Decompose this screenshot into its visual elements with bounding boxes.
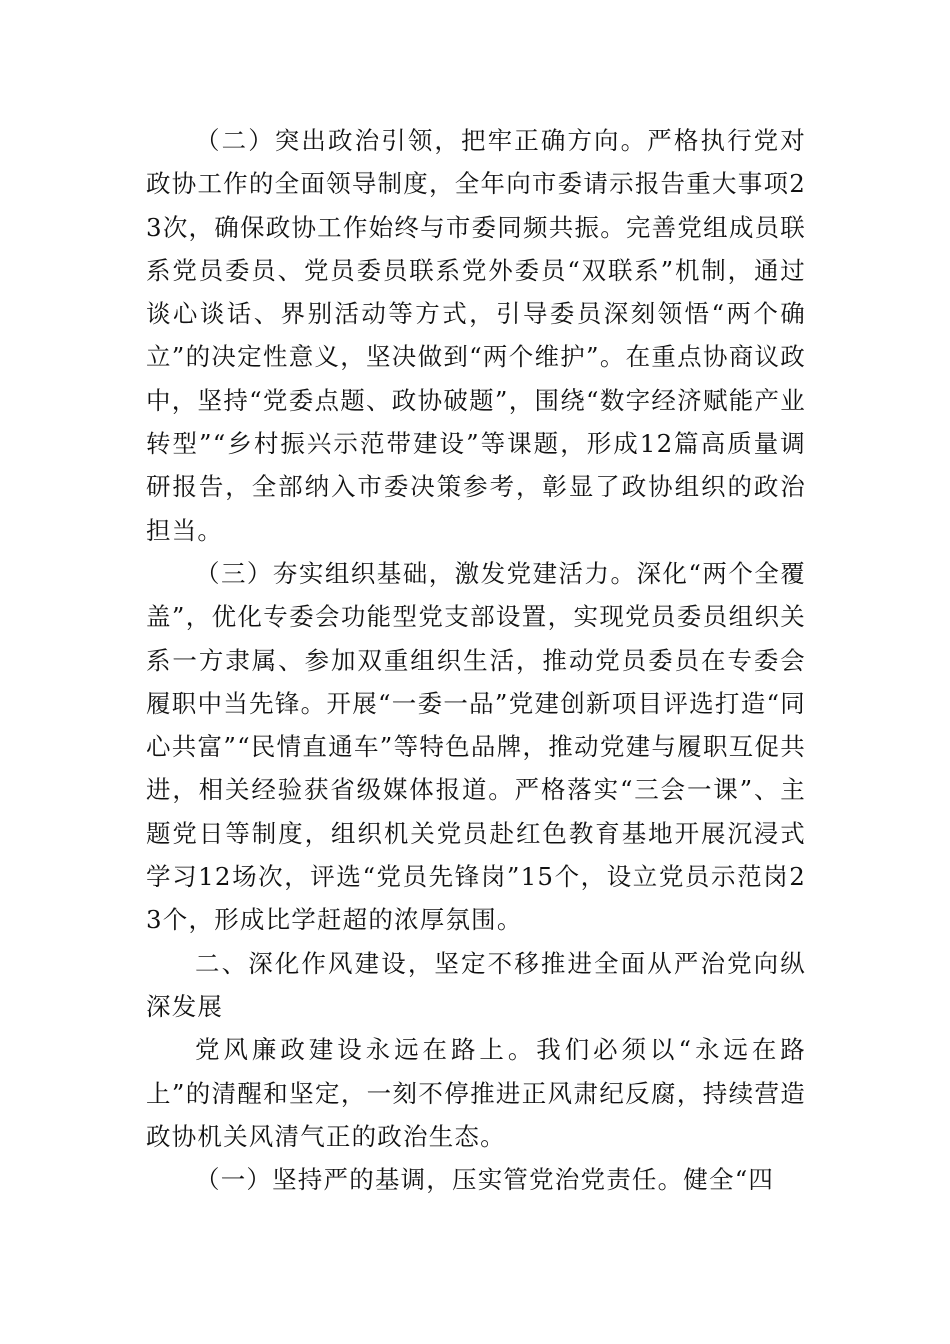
paragraph-section-one: （一）坚持严的基调，压实管党治党责任。健全“四	[195, 1165, 775, 1195]
paragraph-intro-part-two: 党风廉政建设永远在路上。我们必须以“永远在路上”的清醒和坚定，一刻不停推进正风肃纪反腐，持续营造政协机关风清气正的政治生态。	[146, 1035, 806, 1151]
paragraph-section-three: （三）夯实组织基础，激发党建活力。深化“两个全覆盖”，优化专委会功能型党支部设置，实现党员委员组织关系一方隶属、参加双重组织生活，推动党员委员在专委会履职中当先锋。开展“一委一品”党建创新项目评选打造“同心共富”“民情直通车”等特色品牌，推动党建与履职互促共进，相关经验获省级媒体报道。严格落实“三会一课”、主题党日等制度，组织机关党员赴红色教育基地开展沉浸式学习12场次，评选“党员先锋岗”15个，设立党员示范岗23个，形成比学赶超的浓厚氛围。	[146, 558, 806, 935]
paragraph-section-two: （二）突出政治引领，把牢正确方向。严格执行党对政协工作的全面领导制度，全年向市委请示报告重大事项23次，确保政协工作始终与市委同频共振。完善党组成员联系党员委员、党员委员联系党外委员“双联系”机制，通过谈心谈话、界别活动等方式，引导委员深刻领悟“两个确立”的决定性意义，坚决做到“两个维护”。在重点协商议政中，坚持“党委点题、政协破题”，围绕“数字经济赋能产业转型”“乡村振兴示范带建设”等课题，形成12篇高质量调研报告，全部纳入市委决策参考，彰显了政协组织的政治担当。	[146, 126, 806, 545]
heading-part-two: 二、深化作风建设，坚定不移推进全面从严治党向纵深发展	[146, 948, 806, 1021]
document-body	[146, 119, 806, 1201]
